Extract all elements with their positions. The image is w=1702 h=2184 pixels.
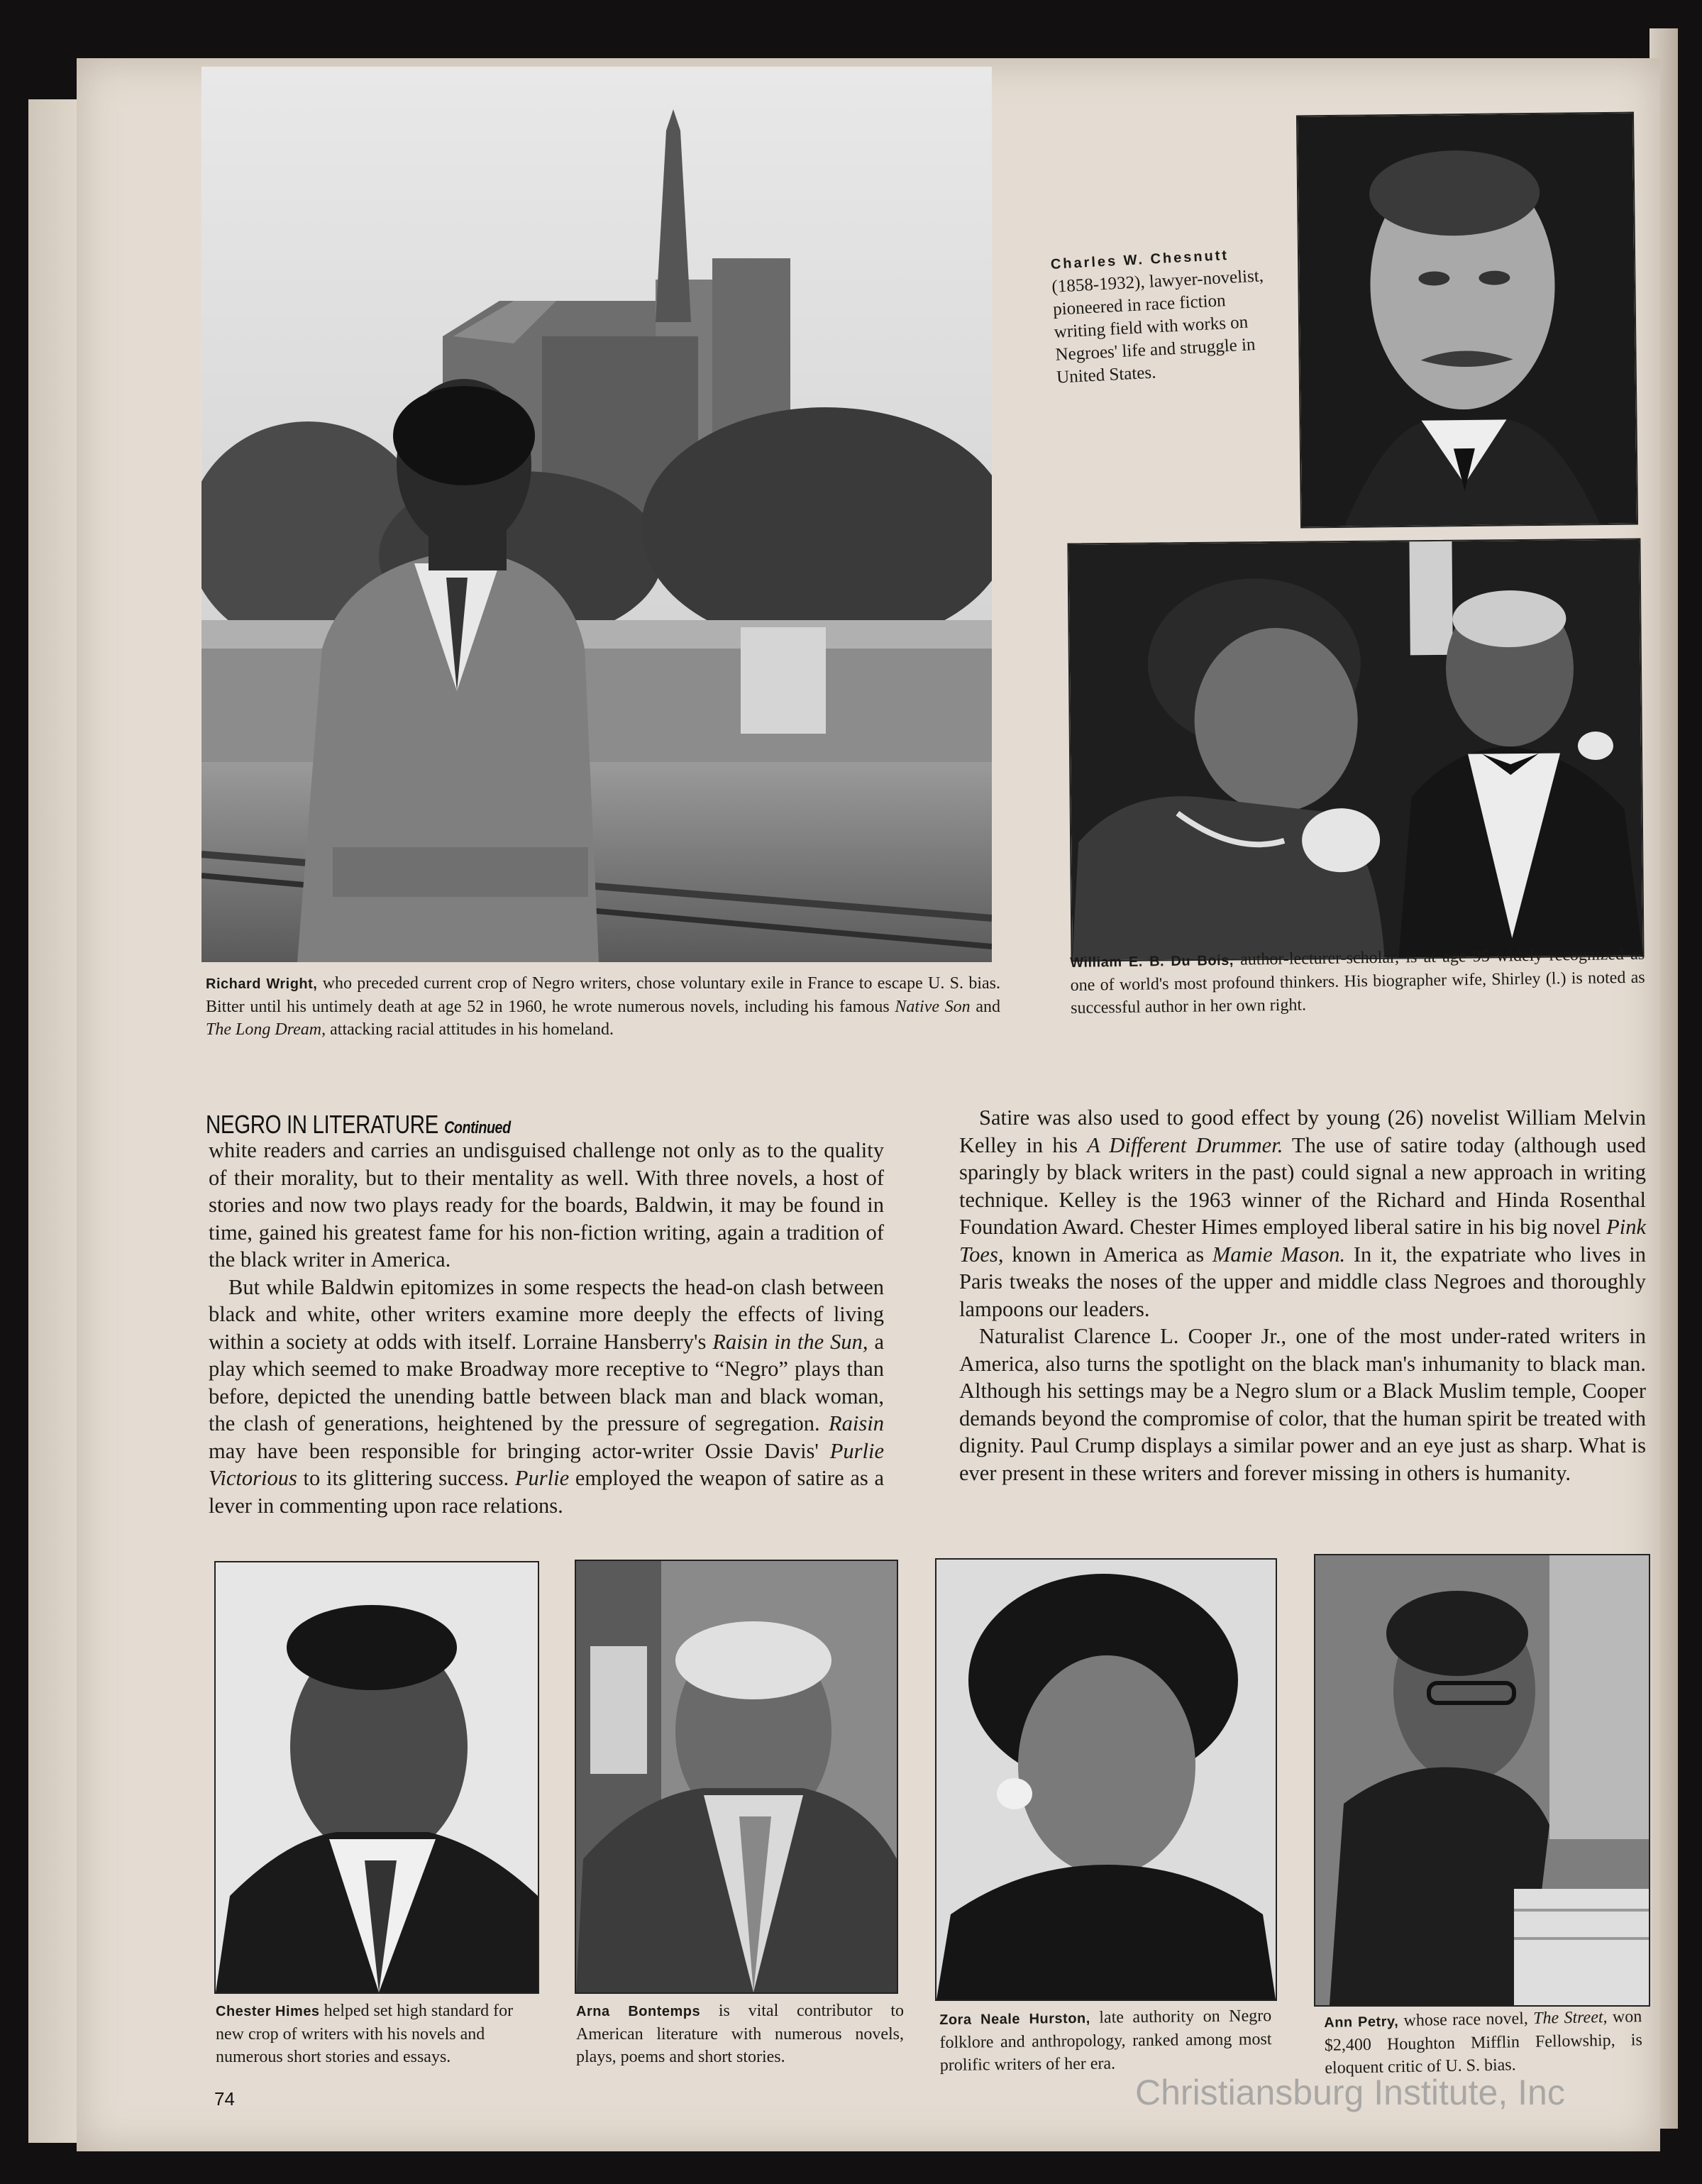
paragraph xyxy=(959,1323,1646,1487)
paragraph-text: In it, the expatriate who lives in Paris tweaks the noses of the upper and middle class Negroes and thoroughly lampoons our leaders. xyxy=(959,1242,1646,1321)
work-title: Pink Toes, xyxy=(959,1215,1646,1267)
paragraph-text: to its glittering success. xyxy=(297,1466,515,1490)
book-title: Native Son xyxy=(895,998,971,1016)
paragraph-text: a play which seemed to make Broadway more receptive to “Negro” plays than before, depicted the unending battle between black man and black woman, the clash of generations, heightened by the pressure of segregation. xyxy=(209,1329,884,1435)
caption-name: Zora Neale Hurston, xyxy=(939,2010,1090,2028)
photo-ann-petry xyxy=(1314,1554,1650,2007)
paragraph xyxy=(959,1104,1646,1323)
article-column-1 xyxy=(209,1137,884,1519)
watermark: Christiansburg Institute, Inc xyxy=(1135,2073,1565,2112)
work-title: Raisin in the Sun, xyxy=(712,1329,868,1354)
caption-text: late authority on Negro folklore and anthropology, ranked among most prolific writers of her era. xyxy=(939,2007,1272,2075)
caption-name: Richard Wright, xyxy=(206,976,318,992)
work-title: Raisin xyxy=(829,1411,884,1435)
work-title: Purlie Victorious xyxy=(209,1438,884,1490)
article-column-2 xyxy=(959,1104,1646,1487)
caption-zora-neale-hurston xyxy=(939,2004,1272,2077)
paragraph-text: known in America as xyxy=(1003,1242,1212,1267)
work-title: Mamie Mason. xyxy=(1212,1242,1346,1267)
caption-ann-petry xyxy=(1324,2005,1643,2080)
book-title: The Long Dream, xyxy=(206,1020,326,1039)
caption-name: Arna Bontemps xyxy=(576,2004,701,2019)
work-title: Purlie xyxy=(514,1466,570,1490)
article-title xyxy=(206,1110,511,1140)
caption-text: and xyxy=(970,998,1000,1016)
paragraph-text: Naturalist Clarence L. Cooper Jr., one of the most under-rated writers in America, also turns the spotlight on the black man's inhumanity to black man. Although his settings may be a Negro slum or a Black Muslim temple, Cooper demands beyond the compromise of color, that the human spirit be treated with dignity. Paul Crump displays a similar power and an eye just as sharp. What is ever present in these writers and forever missing in others is humanity. xyxy=(959,1324,1646,1485)
caption-text: author-lecturer-scholar, is at age 95 widely recognized as one of world's most profound thinkers. His biographer wife, Shirley (l.) is noted as successful author in her own right. xyxy=(1070,944,1645,1017)
caption-text: helped set high standard for new crop of writers with his novels and numerous short stories and essays. xyxy=(216,2002,514,2066)
paragraph xyxy=(209,1137,884,1274)
caption-richard-wright xyxy=(206,972,1000,1041)
book-title: The Street, xyxy=(1532,2008,1608,2028)
paragraph-text: white readers and carries an undisguised challenge not only as to the quality of their morality, but to their mentality as well. With three novels, a host of stories and now two plays ready for the boards, Baldwin, it may be found in time, gained his greatest fame for his non-fiction writing, again a tradition of the black writer in America. xyxy=(209,1138,884,1272)
paragraph-text: may have been responsible for bringing actor-writer Ossie Davis' xyxy=(209,1438,830,1463)
caption-name: Chester Himes xyxy=(216,2004,320,2019)
paragraph xyxy=(209,1274,884,1520)
article-title-text: NEGRO IN LITERATURE xyxy=(206,1110,438,1139)
caption-text: is vital contributor to American literature with numerous novels, plays, poems and short stories. xyxy=(576,2002,905,2066)
paragraph-text: But while Baldwin epitomizes in some respects the head-on clash between black and white, other writers examine more deeply the effects of living within a society at odds with itself. Lorraine Hansberry's xyxy=(209,1274,884,1354)
photo-dubois xyxy=(1067,538,1644,961)
caption-chester-himes xyxy=(216,2000,542,2068)
caption-text: whose race novel, xyxy=(1398,2009,1534,2031)
paragraph-text: The use of satire today (although used sparingly by black writers in the past) could signal a new approach in writing technique. Kelley is the 1963 winner of the Richard and Hinda Rosenthal Foundation Award. Chester Himes employed liberal satire in his big novel xyxy=(959,1132,1646,1239)
paragraph-text: Satire was also used to good effect by young (26) novelist William Melvin Kelley in his xyxy=(959,1105,1646,1157)
caption-name: William E. B. Du Bois, xyxy=(1070,952,1234,971)
caption-chesnutt xyxy=(1050,241,1277,390)
caption-text: (1858-1932), lawyer-novelist, pioneered in race fiction writing field with works on Negroes' life and struggle in United States. xyxy=(1051,266,1264,387)
photo-arna-bontemps xyxy=(575,1560,898,1994)
photo-chester-himes xyxy=(214,1561,539,1994)
caption-name: Ann Petry, xyxy=(1324,2014,1399,2031)
work-title: A Different Drummer. xyxy=(1087,1132,1283,1157)
photo-charles-chesnutt xyxy=(1296,112,1638,529)
page-number: 74 xyxy=(214,2088,235,2109)
caption-text: attacking racial attitudes in his homeland. xyxy=(326,1020,614,1039)
caption-name: Charles W. Chesnutt xyxy=(1050,247,1229,272)
photo-zora-neale-hurston xyxy=(935,1558,1277,2001)
caption-dubois xyxy=(1070,943,1645,1020)
continued-label: Continued xyxy=(444,1118,511,1137)
caption-text: who preceded current crop of Negro writers, chose voluntary exile in France to escape U. S. bias. Bitter until his untimely death at age 52 in 1960, he wrote numerous novels, including his famous xyxy=(206,974,1000,1016)
paragraph-text: employed the weapon of satire as a lever in commenting upon race relations. xyxy=(209,1466,884,1518)
caption-arna-bontemps xyxy=(576,2000,904,2068)
caption-text: won $2,400 Houghton Mifflin Fellowship, is eloquent critic of U. S. bias. xyxy=(1324,2007,1643,2078)
photo-richard-wright xyxy=(201,67,992,962)
